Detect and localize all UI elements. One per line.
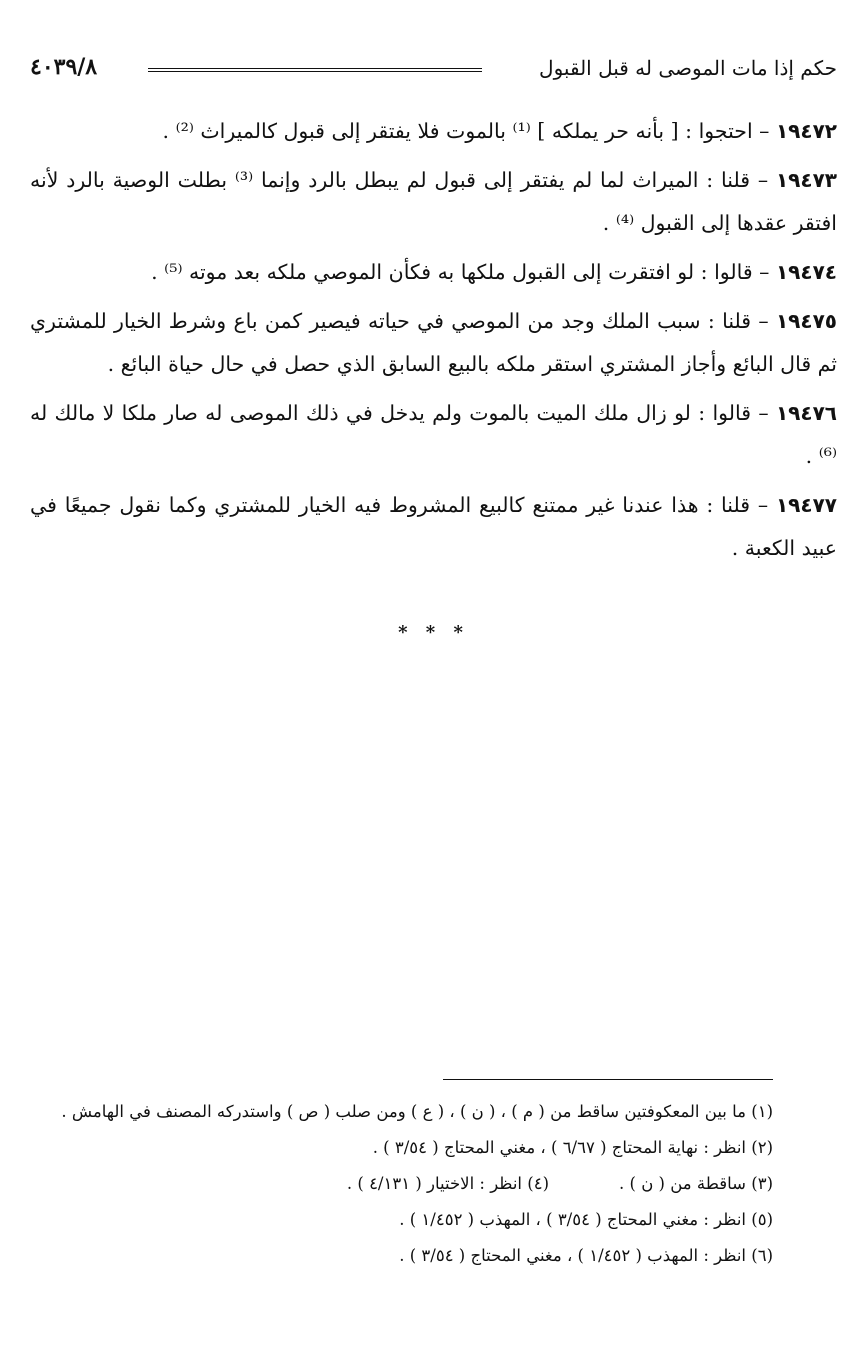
paragraph-number: ١٩٤٧٧ (775, 493, 837, 517)
paragraph-text: – قالوا : لو افتقرت إلى القبول ملكها به فكأن الموصي ملكه بعد موته ⁽⁵⁾ . (151, 260, 776, 284)
footnote: (٢) انظر : نهاية المحتاج ( ٦/٦٧ ) ، مغني المحتاج ( ٣/٥٤ ) . (372, 1138, 773, 1157)
paragraph-text: – قلنا : الميراث لما لم يفتقر إلى قبول لم يبطل بالرد وإنما ⁽³⁾ بطلت الوصية بالرد لأنه افتقر عقدها إلى القبول ⁽⁴⁾ . (30, 168, 837, 235)
footnote: (٥) انظر : مغني المحتاج ( ٣/٥٤ ) ، المهذب ( ١/٤٥٢ ) . (399, 1210, 773, 1229)
paragraph-text: – احتجوا : [ بأنه حر يملكه ] ⁽¹⁾ بالموت فلا يفتقر إلى قبول كالميراث ⁽²⁾ . (162, 119, 776, 143)
footnote: (٦) انظر : المهذب ( ١/٤٥٢ ) ، مغني المحتاج ( ٣/٥٤ ) . (399, 1246, 773, 1265)
paragraph-number: ١٩٤٧٦ (775, 401, 837, 425)
paragraph (30, 159, 837, 245)
footnote: (١) ما بين المعكوفتين ساقط من ( م ) ، ( ن ) ، ( ع ) ومن صلب ( ص ) واستدركه المصنف في الهامش . (61, 1102, 773, 1121)
paragraph (30, 251, 837, 294)
footnote: (٤) انظر : الاختيار ( ٤/١٣١ ) . (346, 1174, 550, 1193)
header-rule (148, 68, 482, 72)
paragraph-number: ١٩٤٧٤ (775, 260, 837, 284)
running-header (30, 52, 837, 92)
footnote: (٣) ساقطة من ( ن ) . (619, 1174, 773, 1193)
main-text (30, 110, 837, 576)
footnote-rule (443, 1079, 773, 1080)
paragraph (30, 392, 837, 478)
paragraph-number: ١٩٤٧٥ (775, 309, 837, 333)
paragraph (30, 110, 837, 153)
page-number: ٤٠٣٩/٨ (30, 54, 98, 80)
footnote-row (30, 1166, 773, 1202)
paragraph-text: – قالوا : لو زال ملك الميت بالموت ولم يدخل في ذلك الموصى له صار ملكا لا مالك له ⁽⁶⁾ . (30, 401, 837, 468)
paragraph-number: ١٩٤٧٣ (775, 168, 837, 192)
paragraph-text: – قلنا : سبب الملك وجد من الموصي في حياته فيصير كمن باع وشرط الخيار للمشتري ثم قال البائع وأجاز المشتري استقر ملكه بالبيع السابق الذي حصل في حال حياة البائع . (30, 309, 837, 376)
footnotes (30, 1094, 773, 1274)
paragraph-number: ١٩٤٧٢ (775, 119, 837, 143)
paragraph (30, 300, 837, 386)
paragraph-text: – قلنا : هذا عندنا غير ممتنع كالبيع المشروط فيه الخيار للمشتري وكما نقول جميعًا في عبيد الكعبة . (30, 493, 837, 560)
paragraph (30, 484, 837, 570)
section-separator: * * * (398, 622, 469, 643)
running-title: حكم إذا مات الموصى له قبل القبول (539, 56, 837, 80)
